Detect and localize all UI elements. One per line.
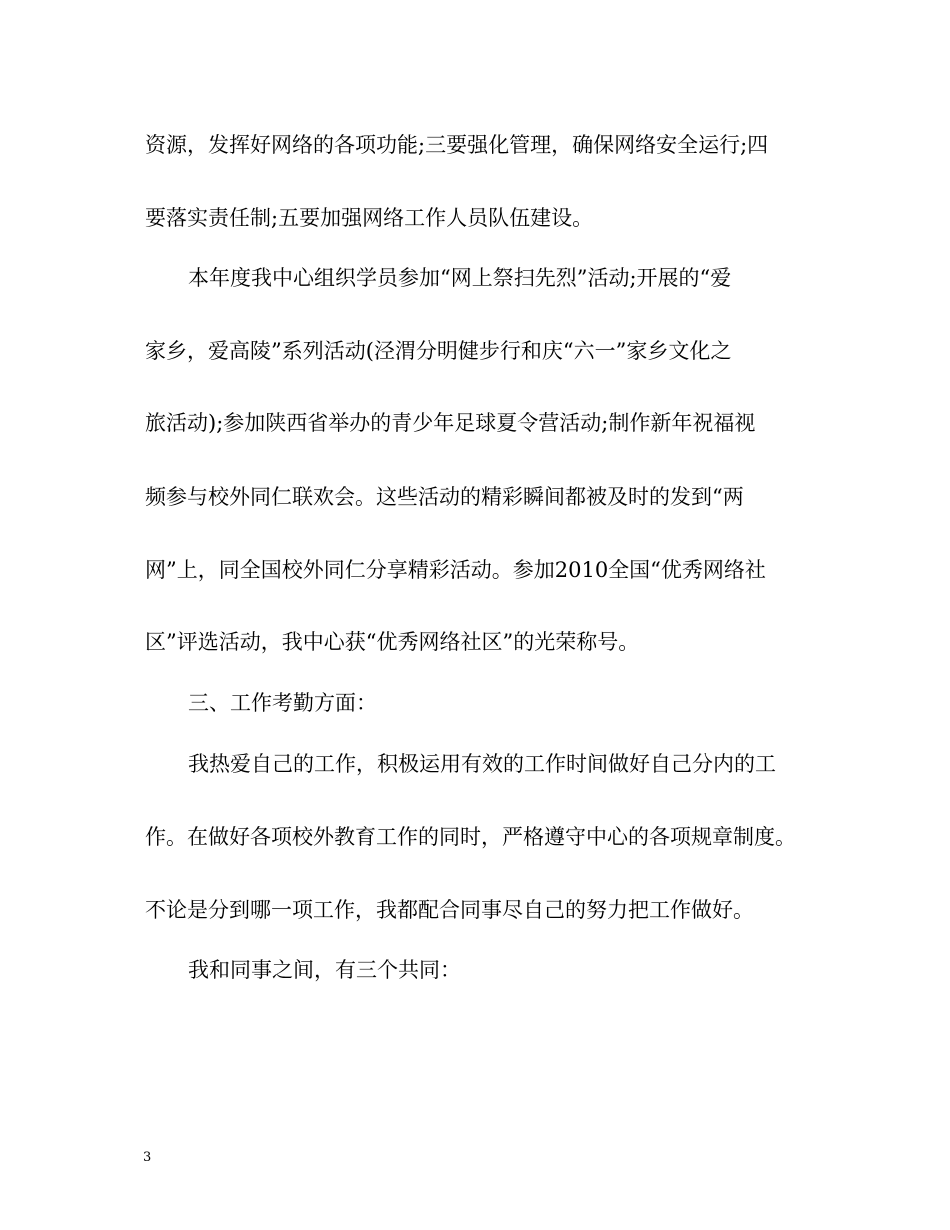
text-line-1: 资源，发挥好网络的各项功能;三要强化管理，确保网络安全运行;四 [145, 133, 769, 157]
paragraph-activities-start: 本年度我中心组织学员参加“网上祭扫先烈”活动;开展的“爱 [188, 266, 732, 290]
text-line-7: 网”上，同全国校外同仁分享精彩活动。参加2010全国“优秀网络社 [145, 558, 766, 582]
paragraph-colleagues-start: 我和同事之间，有三个共同： [188, 958, 461, 982]
text-line-6: 频参与校外同仁联欢会。这些活动的精彩瞬间都被及时的发到“两 [145, 485, 744, 509]
section-heading-attendance: 三、工作考勤方面： [188, 691, 377, 715]
text-line-4: 家乡，爱高陵”系列活动(泾渭分明健步行和庆“六一”家乡文化之 [145, 339, 732, 363]
text-line-2: 要落实责任制;五要加强网络工作人员队伍建设。 [145, 206, 594, 230]
page-number: 3 [143, 1150, 152, 1165]
text-line-5: 旅活动);参加陕西省举办的青少年足球夏令营活动;制作新年祝福视 [145, 411, 756, 435]
paragraph-work-start: 我热爱自己的工作，积极运用有效的工作时间做好自己分内的工 [188, 752, 776, 776]
text-line-12: 不论是分到哪一项工作，我都配合同事尽自己的努力把工作做好。 [145, 898, 754, 922]
text-line-8: 区”评选活动，我中心获“优秀网络社区”的光荣称号。 [145, 630, 640, 654]
text-line-11: 作。在做好各项校外教育工作的同时，严格遵守中心的各项规章制度。 [145, 825, 796, 849]
